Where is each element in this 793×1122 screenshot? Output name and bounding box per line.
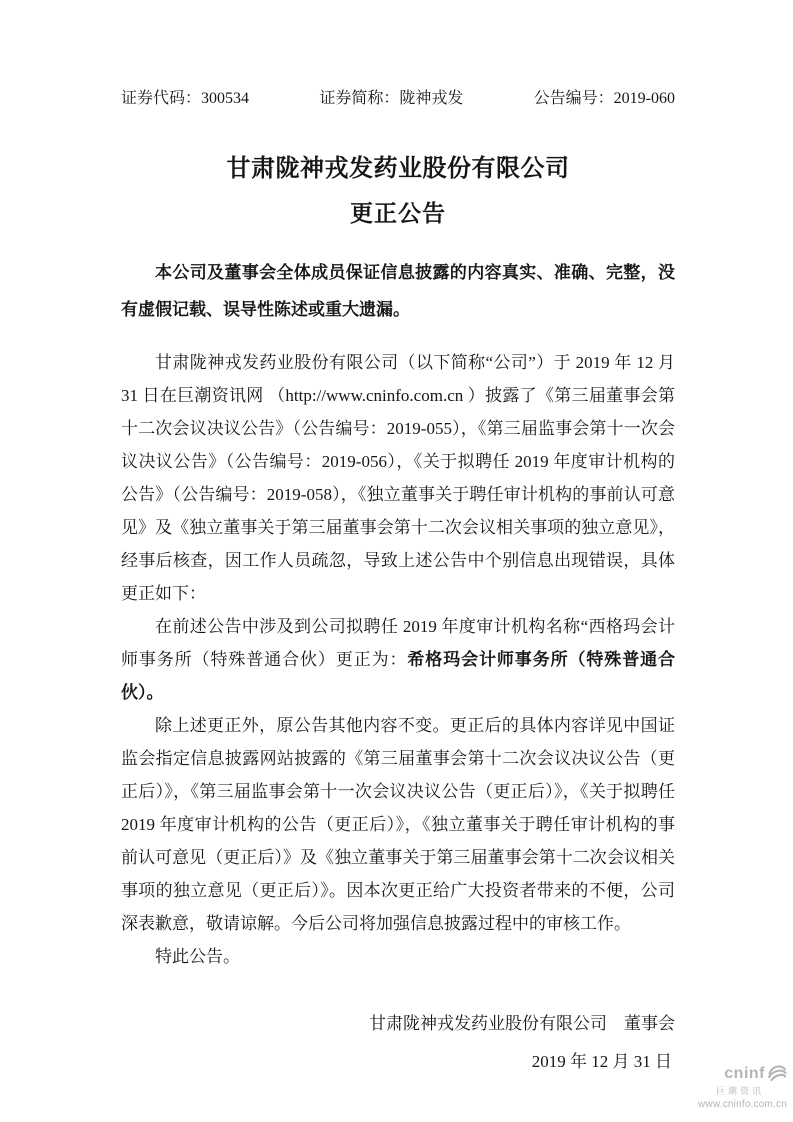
stock-code: 证券代码：300534 <box>121 90 250 107</box>
announcement-number: 公告编号：2019-060 <box>533 90 675 107</box>
cninfo-url: www.cninfo.com.cn <box>698 1099 787 1110</box>
cninfo-chinese-name: 巨潮资讯 <box>715 1086 764 1097</box>
signature-block <box>121 1005 675 1081</box>
cninfo-watermark <box>698 1062 787 1110</box>
correction-text-normal: 在前述公告中涉及到公司拟聘任 2019 年度审计机构名称“西格玛会计师事务所（特殊普通合伙）更正为： <box>121 617 675 669</box>
correction-paragraph <box>121 610 675 709</box>
signature-company-board: 甘肃陇神戎发药业股份有限公司 董事会 <box>369 1014 675 1033</box>
company-title: 甘肃陇神戎发药业股份有限公司 <box>226 156 570 182</box>
document-header-row <box>121 90 675 108</box>
document-body <box>121 346 675 973</box>
intro-paragraph: 甘肃陇神戎发药业股份有限公司（以下简称“公司”）于 2019 年 12 月 31 日在巨潮资讯网 （http://www.cninfo.com.cn ）披露了《第三届董事会第十二次会议决议公告》（公告编号：2019-055），《第三届监事会第十一次会议决议公告》（公告编号：2019-056），《关于拟聘任 2019 年度审计机构的公告》（公告编号：2019-058），《独立董事关于聘任审计机构的事前认可意见》及《独立董事关于第三届董事会第十二次会议相关事项的独立意见》， 经事后核查，因工作人员疏忽，导致上述公告中个别信息出现错误，具体更正如下： <box>121 353 675 603</box>
cninfo-swirl-icon <box>767 1062 787 1087</box>
closing-paragraph: 特此公告。 <box>155 947 240 966</box>
title-block <box>121 146 675 236</box>
document-title: 更正公告 <box>350 201 446 226</box>
disclaimer-statement: 本公司及董事会全体成员保证信息披露的内容真实、准确、完整，没有虚假记载、误导性陈述或重大遗漏。 <box>121 263 675 319</box>
signature-date: 2019 年 12 月 31 日 <box>531 1052 672 1071</box>
detail-paragraph: 除上述更正外，原公告其他内容不变。更正后的具体内容详见中国证监会指定信息披露网站披露的《第三届董事会第十二次会议决议公告（更正后）》，《第三届监事会第十一次会议决议公告（更正后）》，《关于拟聘任 2019 年度审计机构的公告（更正后）》，《独立董事关于聘任审计机构的事前认可意见（更正后）》及《独立董事关于第三届董事会第十二次会议相关事项的独立意见（更正后）》。因本次更正给广大投资者带来的不便，公司深表歉意，敬请谅解。今后公司将加强信息披露过程中的审核工作。 <box>121 716 675 933</box>
cninfo-watermark-top <box>698 1062 787 1087</box>
correction-text-bold: 希格玛会计师事务所（特殊普通合伙）。 <box>121 650 676 702</box>
cninfo-brand-text: cninf <box>724 1065 765 1083</box>
stock-short-name: 证券简称：陇神戎发 <box>319 90 464 107</box>
document-content <box>121 90 675 1081</box>
